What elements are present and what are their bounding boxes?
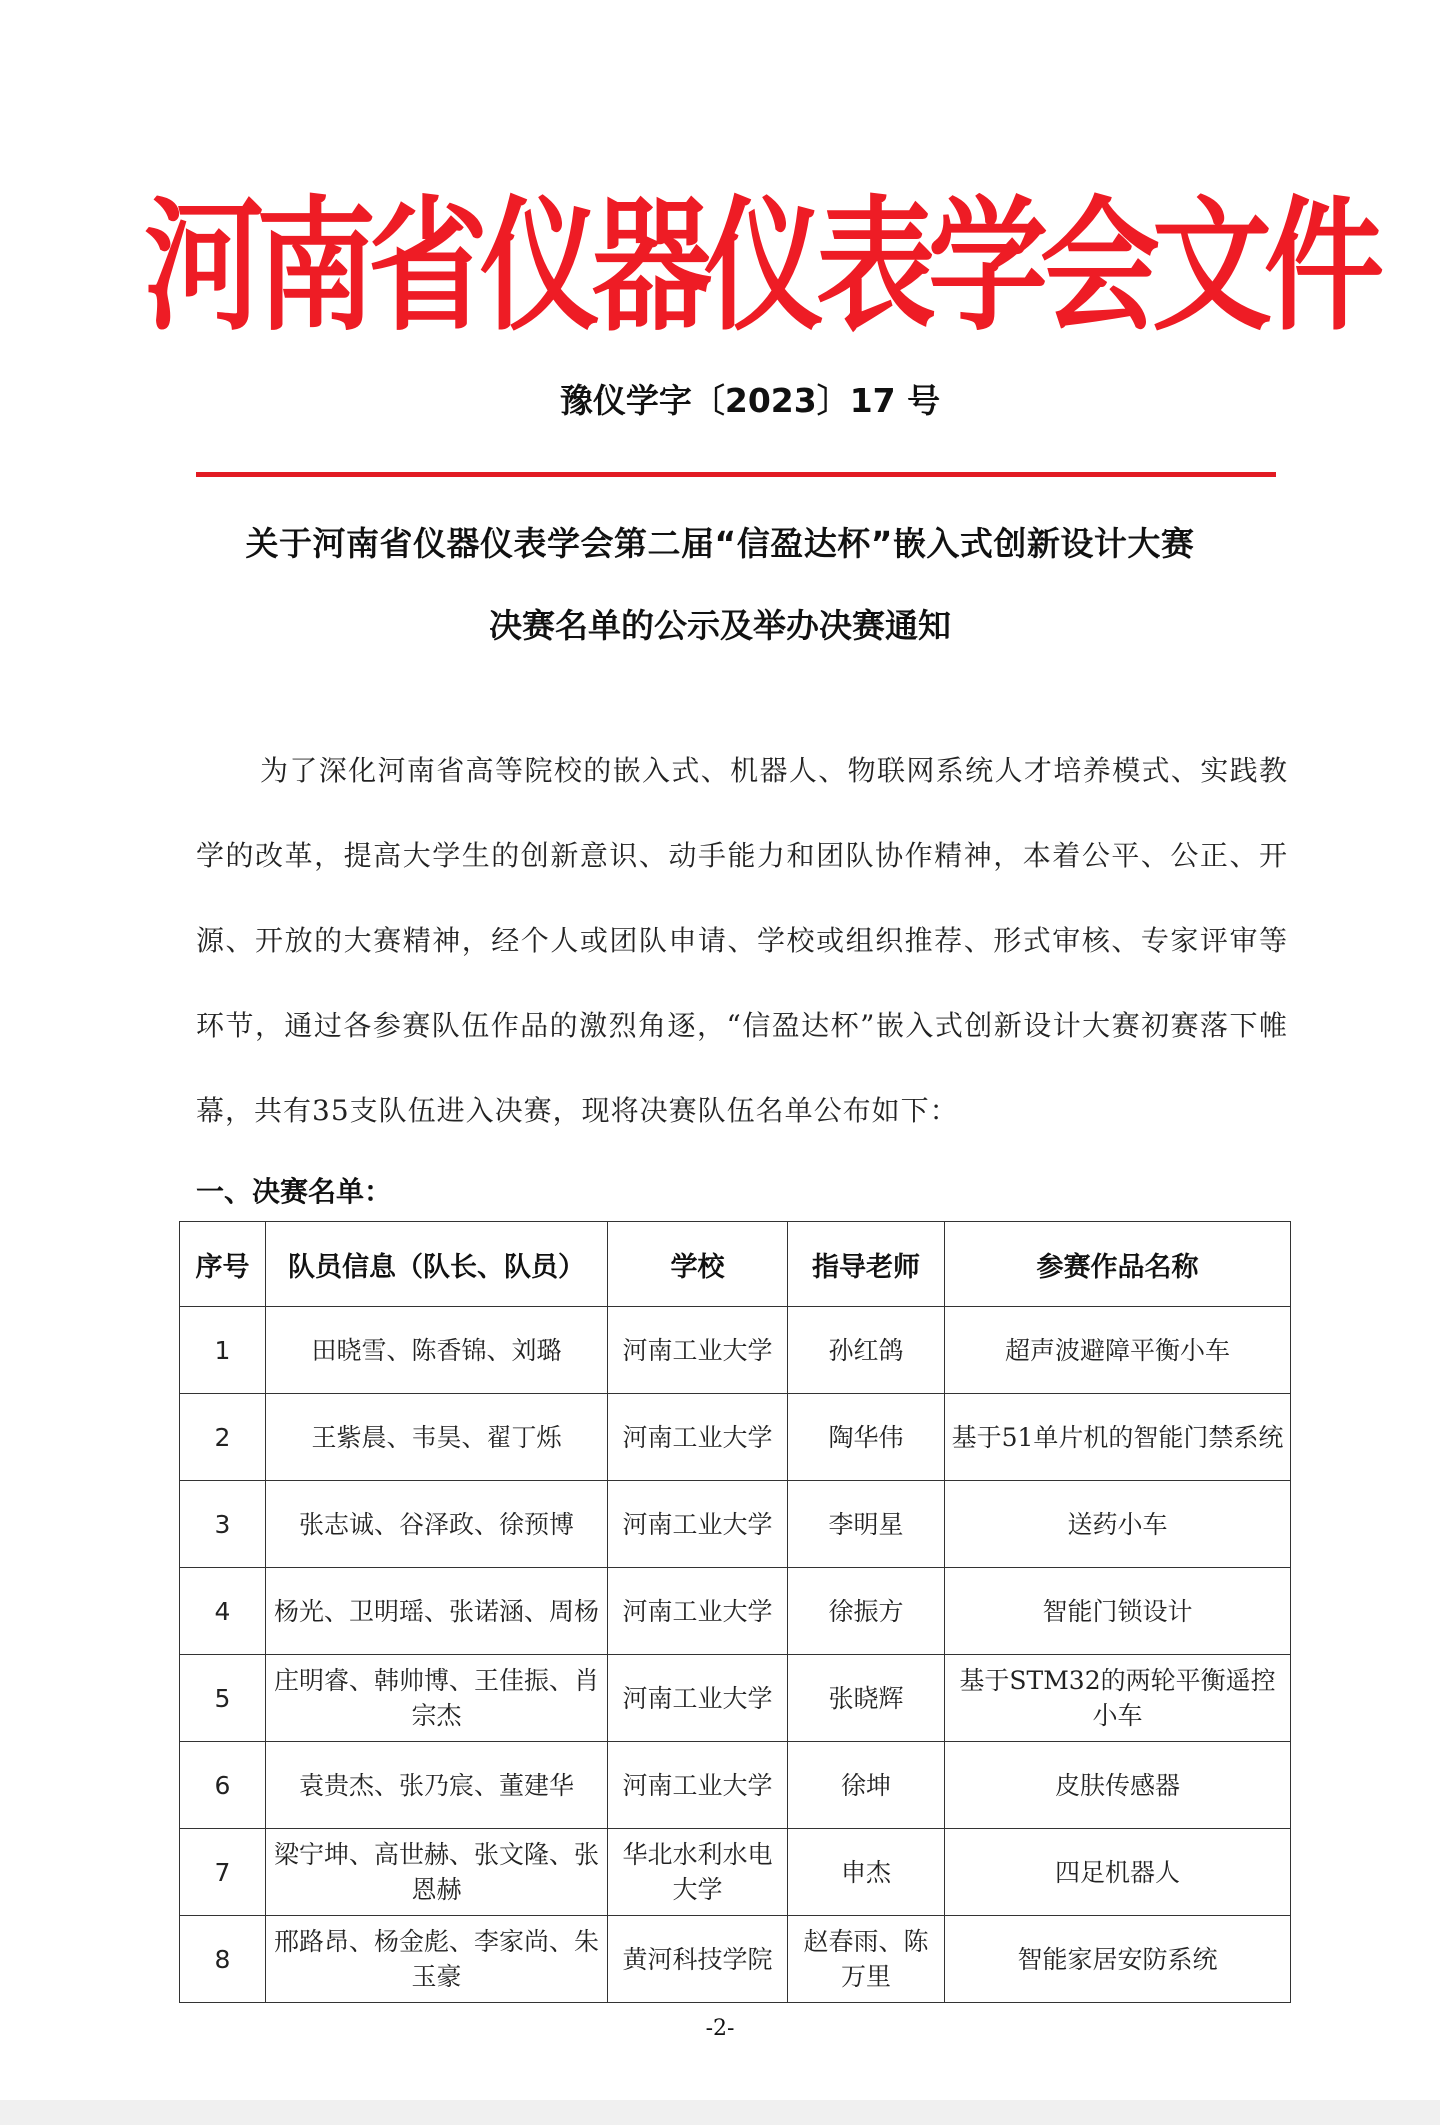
row-school: 华北水利水电大学 <box>608 1829 788 1916</box>
row-members: 邢路昂、杨金彪、李家尚、朱玉豪 <box>266 1916 608 2003</box>
red-divider-rule <box>196 472 1276 477</box>
row-members: 庄明睿、韩帅博、王佳振、肖宗杰 <box>266 1655 608 1742</box>
header-members: 队员信息（队长、队员） <box>266 1222 608 1307</box>
document-title-line-1: 关于河南省仪器仪表学会第二届“信盈达杯”嵌入式创新设计大赛 <box>245 524 1195 563</box>
row-index: 6 <box>180 1742 266 1829</box>
row-members: 杨光、卫明瑶、张诺涵、周杨 <box>266 1568 608 1655</box>
row-project: 智能家居安防系统 <box>945 1916 1291 2003</box>
row-school: 河南工业大学 <box>608 1307 788 1394</box>
row-index: 5 <box>180 1655 266 1742</box>
row-school: 黄河科技学院 <box>608 1916 788 2003</box>
row-index: 1 <box>180 1307 266 1394</box>
table-row <box>180 1742 1291 1829</box>
header-advisor: 指导老师 <box>788 1222 945 1307</box>
body-paragraph: 为了深化河南省高等院校的嵌入式、机器人、物联网系统人才培养模式、实践教学的改革，提高大学生的创新意识、动手能力和团队协作精神，本着公平、公正、开源、开放的大赛精神，经个人或团队申请、学校或组织推荐、形式审核、专家评审等环节，通过各参赛队伍作品的激烈角逐，“信盈达杯”嵌入式创新设计大赛初赛落下帷幕，共有35支队伍进入决赛，现将决赛队伍名单公布如下： <box>196 754 1288 1127</box>
row-index: 8 <box>180 1916 266 2003</box>
viewer-bottom-band <box>0 2100 1440 2125</box>
row-school: 河南工业大学 <box>608 1568 788 1655</box>
document-title-line-2: 决赛名单的公示及举办决赛通知 <box>489 606 951 645</box>
row-index: 4 <box>180 1568 266 1655</box>
row-project: 超声波避障平衡小车 <box>945 1307 1291 1394</box>
row-school: 河南工业大学 <box>608 1742 788 1829</box>
table-header-row <box>180 1222 1291 1307</box>
table-row <box>180 1655 1291 1742</box>
header-index: 序号 <box>180 1222 266 1307</box>
row-project: 皮肤传感器 <box>945 1742 1291 1829</box>
row-advisor: 孙红鸽 <box>788 1307 945 1394</box>
table-row <box>180 1829 1291 1916</box>
row-index: 2 <box>180 1394 266 1481</box>
header-school: 学校 <box>608 1222 788 1307</box>
row-members: 田晓雪、陈香锦、刘璐 <box>266 1307 608 1394</box>
row-advisor: 赵春雨、陈万里 <box>788 1916 945 2003</box>
row-members: 王紫晨、韦昊、翟丁烁 <box>266 1394 608 1481</box>
page-number: -2- <box>705 2016 735 2041</box>
row-project: 基于51单片机的智能门禁系统 <box>945 1394 1291 1481</box>
section-heading: 一、决赛名单： <box>196 1175 393 1208</box>
row-advisor: 徐坤 <box>788 1742 945 1829</box>
row-school: 河南工业大学 <box>608 1481 788 1568</box>
row-advisor: 申杰 <box>788 1829 945 1916</box>
finalists-table <box>179 1221 1291 2003</box>
row-index: 3 <box>180 1481 266 1568</box>
header-project: 参赛作品名称 <box>945 1222 1291 1307</box>
row-members: 梁宁坤、高世赫、张文隆、张恩赫 <box>266 1829 608 1916</box>
row-advisor: 张晓辉 <box>788 1655 945 1742</box>
document-number: 豫仪学字〔2023〕17 号 <box>559 381 941 420</box>
row-school: 河南工业大学 <box>608 1655 788 1742</box>
row-advisor: 陶华伟 <box>788 1394 945 1481</box>
table-row <box>180 1307 1291 1394</box>
row-advisor: 李明星 <box>788 1481 945 1568</box>
row-members: 袁贵杰、张乃宸、董建华 <box>266 1742 608 1829</box>
row-project: 四足机器人 <box>945 1829 1291 1916</box>
row-index: 7 <box>180 1829 266 1916</box>
row-members: 张志诚、谷泽政、徐预博 <box>266 1481 608 1568</box>
row-project: 基于STM32的两轮平衡遥控小车 <box>945 1655 1291 1742</box>
row-project: 送药小车 <box>945 1481 1291 1568</box>
row-project: 智能门锁设计 <box>945 1568 1291 1655</box>
table-row <box>180 1481 1291 1568</box>
row-advisor: 徐振方 <box>788 1568 945 1655</box>
table-row <box>180 1568 1291 1655</box>
table-row <box>180 1394 1291 1481</box>
table-row <box>180 1916 1291 2003</box>
document-masthead: 河南省仪器仪表学会文件 <box>144 184 1376 351</box>
row-school: 河南工业大学 <box>608 1394 788 1481</box>
